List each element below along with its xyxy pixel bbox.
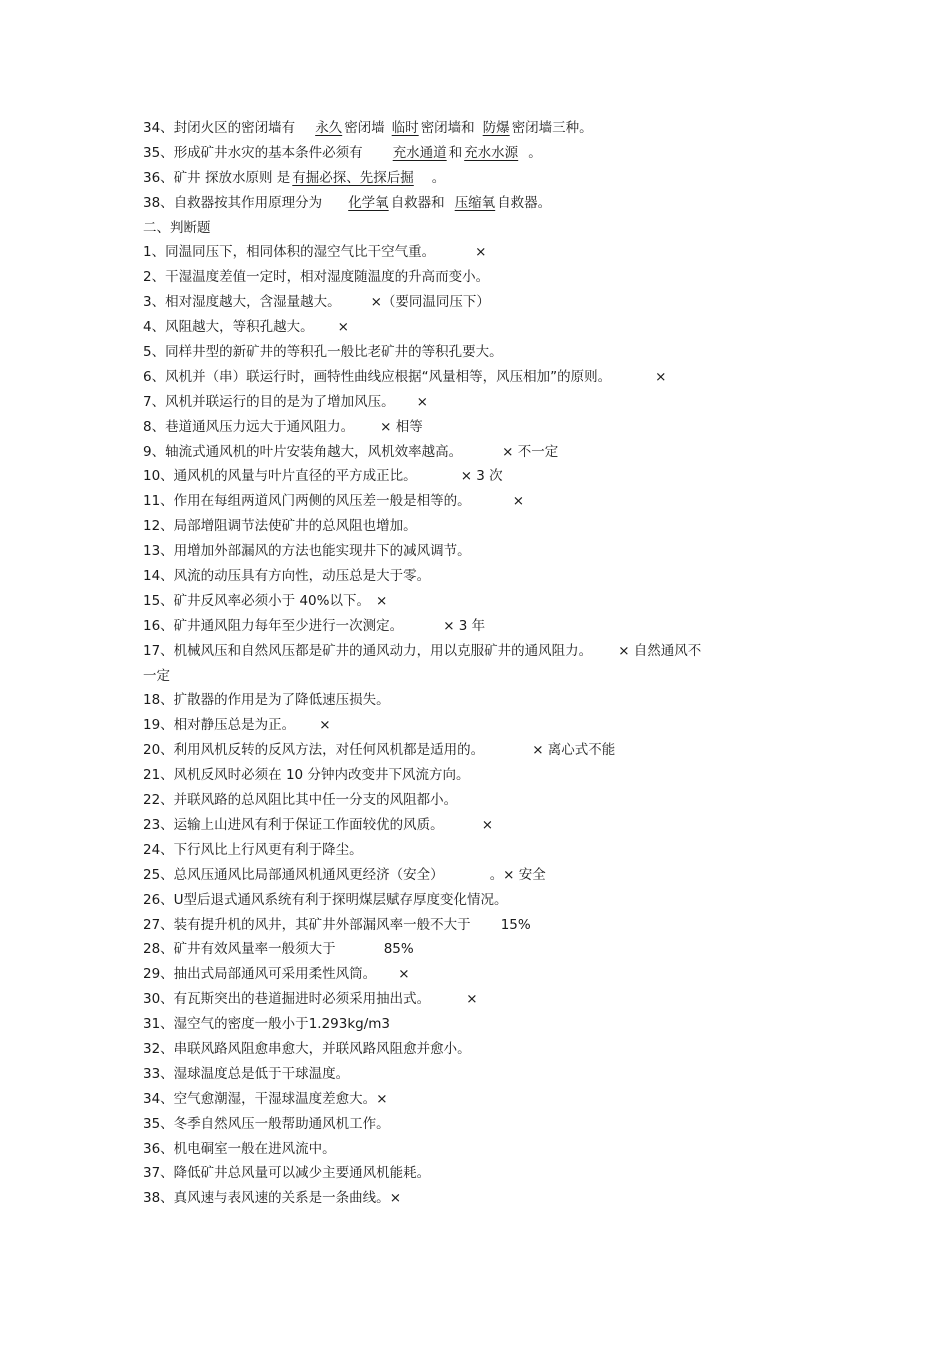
question-item xyxy=(143,763,813,788)
question-item xyxy=(143,1112,813,1137)
question-item xyxy=(143,863,813,888)
answer-mark: × xyxy=(389,1190,401,1207)
answer-mark: ×（要同温同压下） xyxy=(370,294,490,311)
answer-mark: × 不一定 xyxy=(502,443,559,460)
question-text: 34、空气愈潮湿，干湿球温度差愈大。 xyxy=(143,1090,377,1107)
question-text: 16、矿井通风阻力每年至少进行一次测定。 xyxy=(143,617,404,634)
question-text: 27、装有提升机的风井，其矿井外部漏风率一般不大于 xyxy=(143,916,471,933)
question-text: 36、机电硐室一般在进风流中。 xyxy=(143,1140,336,1157)
question-text: 30、有瓦斯突出的巷道掘进时必须采用抽出式。 xyxy=(143,991,431,1008)
answer-blank: 永久 xyxy=(315,120,343,136)
question-text: 28、矿井有效风量率一般须大于 xyxy=(143,941,336,958)
question-text: 19、相对静压总是为正。 xyxy=(143,717,296,734)
answer-mark: × xyxy=(398,966,410,983)
question-text: 15、矿井反风率必须小于 40%以下。 xyxy=(143,592,370,609)
answer-mark: 15% xyxy=(500,916,531,933)
answer-blank: 化学氧 xyxy=(348,194,389,211)
question-text: 14、风流的动压具有方向性，动压总是大于零。 xyxy=(143,568,431,585)
question-item xyxy=(143,987,813,1012)
question-item xyxy=(143,290,813,315)
question-item xyxy=(143,1012,813,1037)
question-item xyxy=(143,315,813,340)
question-text: 32、串联风路风阻愈串愈大，并联风路风阻愈并愈小。 xyxy=(143,1040,471,1057)
answer-mark: × 3 年 xyxy=(443,617,486,634)
question-item xyxy=(143,265,813,290)
answer-mark: × xyxy=(475,244,487,261)
answer-mark: × xyxy=(512,493,524,510)
question-text: 6、风机并（串）联运行时，画特性曲线应根据“风量相等，风压相加”的原则。 xyxy=(143,368,612,385)
answer-mark: × 相等 xyxy=(380,418,423,435)
question-item xyxy=(143,937,813,962)
question-text: 26、U型后退式通风系统有利于探明煤层赋存厚度变化情况。 xyxy=(143,891,508,908)
question-item xyxy=(143,838,813,863)
answer-mark: × xyxy=(481,816,493,833)
question-text: 8、巷道通风压力远大于通风阻力。 xyxy=(143,418,355,435)
question-text: 18、扩散器的作用是为了降低速压损失。 xyxy=(143,692,390,709)
question-text: 11、作用在每组两道风门两侧的风压差一般是相等的。 xyxy=(143,493,471,510)
question-item xyxy=(143,813,813,838)
question-item xyxy=(143,1087,813,1112)
question-item xyxy=(143,365,813,390)
question-text: 12、局部增阻调节法使矿井的总风阻也增加。 xyxy=(143,518,417,535)
answer-blank: 充水水源 xyxy=(464,144,519,161)
question-text: 4、风阻越大，等积孔越大。 xyxy=(143,319,314,336)
section-title: 二、判断题 xyxy=(143,219,211,236)
answer-mark: × xyxy=(655,368,667,385)
question-item xyxy=(143,688,813,713)
question-item xyxy=(143,240,813,265)
question-text: 37、降低矿井总风量可以减少主要通风机能耗。 xyxy=(143,1165,431,1182)
question-item xyxy=(143,639,813,664)
question-item xyxy=(143,614,813,639)
question-item xyxy=(143,962,813,987)
question-text: 33、湿球温度总是低于干球温度。 xyxy=(143,1065,350,1082)
answer-blank: 有掘必探、先探后掘 xyxy=(292,169,414,186)
question-text: 25、总风压通风比局部通风机通风更经济（安全） xyxy=(143,866,444,883)
question-item xyxy=(143,1137,813,1162)
answer-mark: × xyxy=(376,1090,388,1107)
answer-mark: × 自然通风不 xyxy=(618,642,702,659)
question-text: 29、抽出式局部通风可采用柔性风筒。 xyxy=(143,966,377,983)
fill-item-38: 38、自救器按其作用原理分为 化学氧 自救器和 压缩氧 自救器。 xyxy=(143,194,552,211)
question-item xyxy=(143,888,813,913)
answer-mark: 。× 安全 xyxy=(489,866,546,883)
question-item xyxy=(143,440,813,465)
question-item xyxy=(143,1037,813,1062)
question-item xyxy=(143,713,813,738)
answer-blank: 防爆 xyxy=(482,120,510,136)
question-text: 21、风机反风时必须在 10 分钟内改变井下风流方向。 xyxy=(143,767,470,784)
answer-blank: 充水通道 xyxy=(392,144,447,161)
question-text: 13、用增加外部漏风的方法也能实现井下的减风调节。 xyxy=(143,543,471,560)
question-item xyxy=(143,564,813,589)
question-item xyxy=(143,1062,813,1087)
question-text: 31、湿空气的密度一般小于 xyxy=(143,1016,309,1033)
answer-blank: 临时 xyxy=(391,120,419,136)
question-text: 1、同温同压下，相同体积的湿空气比干空气重。 xyxy=(143,244,436,261)
question-text: 24、下行风比上行风更有利于降尘。 xyxy=(143,841,363,858)
answer-mark: × xyxy=(466,991,478,1008)
answer-mark: 85% xyxy=(383,941,414,958)
answer-mark: 1.293kg/m3 xyxy=(308,1016,391,1033)
question-item xyxy=(143,1161,813,1186)
answer-mark: × xyxy=(416,393,428,410)
answer-blank: 压缩氧 xyxy=(454,194,496,211)
question-item xyxy=(143,539,813,564)
question-item xyxy=(143,489,813,514)
question-text: 7、风机并联运行的目的是为了增加风压。 xyxy=(143,393,395,410)
answer-mark: × 离心式不能 xyxy=(532,742,616,759)
fill-item-36: 36、矿井 探放水原则 是 有掘必探、先探后掘 。 xyxy=(143,169,446,186)
fill-item-35: 35、形成矿井水灾的基本条件必须有 充水通道 和 充水水源 。 xyxy=(143,144,542,161)
question-item xyxy=(143,415,813,440)
question-text: 20、利用风机反转的反风方法，对任何风机都是适用的。 xyxy=(143,742,485,759)
question-item xyxy=(143,514,813,539)
question-item xyxy=(143,1186,813,1211)
question-text: 一定 xyxy=(143,667,170,684)
question-text: 2、干湿温度差值一定时，相对湿度随温度的升高而变小。 xyxy=(143,269,490,286)
question-text: 35、冬季自然风压一般帮助通风机工作。 xyxy=(143,1115,390,1132)
question-item xyxy=(143,913,813,938)
answer-mark: × xyxy=(337,319,349,336)
question-item xyxy=(143,788,813,813)
question-item xyxy=(143,589,813,614)
answer-mark: × xyxy=(375,592,388,609)
question-item xyxy=(143,464,813,489)
question-text: 9、轴流式通风机的叶片安装角越大，风机效率越高。 xyxy=(143,443,463,460)
question-text: 17、机械风压和自然风压都是矿井的通风动力，用以克服矿井的通风阻力。 xyxy=(143,642,593,659)
answer-mark: × 3 次 xyxy=(460,468,503,485)
question-item xyxy=(143,340,813,365)
question-text: 23、运输上山进风有利于保证工作面较优的风质。 xyxy=(143,816,444,833)
answer-mark: × xyxy=(319,717,331,734)
question-item xyxy=(143,390,813,415)
question-text: 38、真风速与表风速的关系是一条曲线。 xyxy=(143,1190,390,1207)
question-text: 10、通风机的风量与叶片直径的平方成正比。 xyxy=(143,468,417,485)
question-item xyxy=(143,664,813,689)
document-content xyxy=(143,116,813,1211)
question-text: 3、相对湿度越大，含湿量越大。 xyxy=(143,294,341,311)
question-item xyxy=(143,738,813,763)
fill-item-34: 34、封闭火区的密闭墙有 永久 密闭墙 临时 密闭墙和 防爆 密闭墙三种。 xyxy=(143,120,593,136)
question-text: 22、并联风路的总风阻比其中任一分支的风阻都小。 xyxy=(143,792,458,809)
true-false-list xyxy=(143,240,813,1211)
question-text: 5、同样井型的新矿井的等积孔一般比老矿井的等积孔要大。 xyxy=(143,344,503,361)
